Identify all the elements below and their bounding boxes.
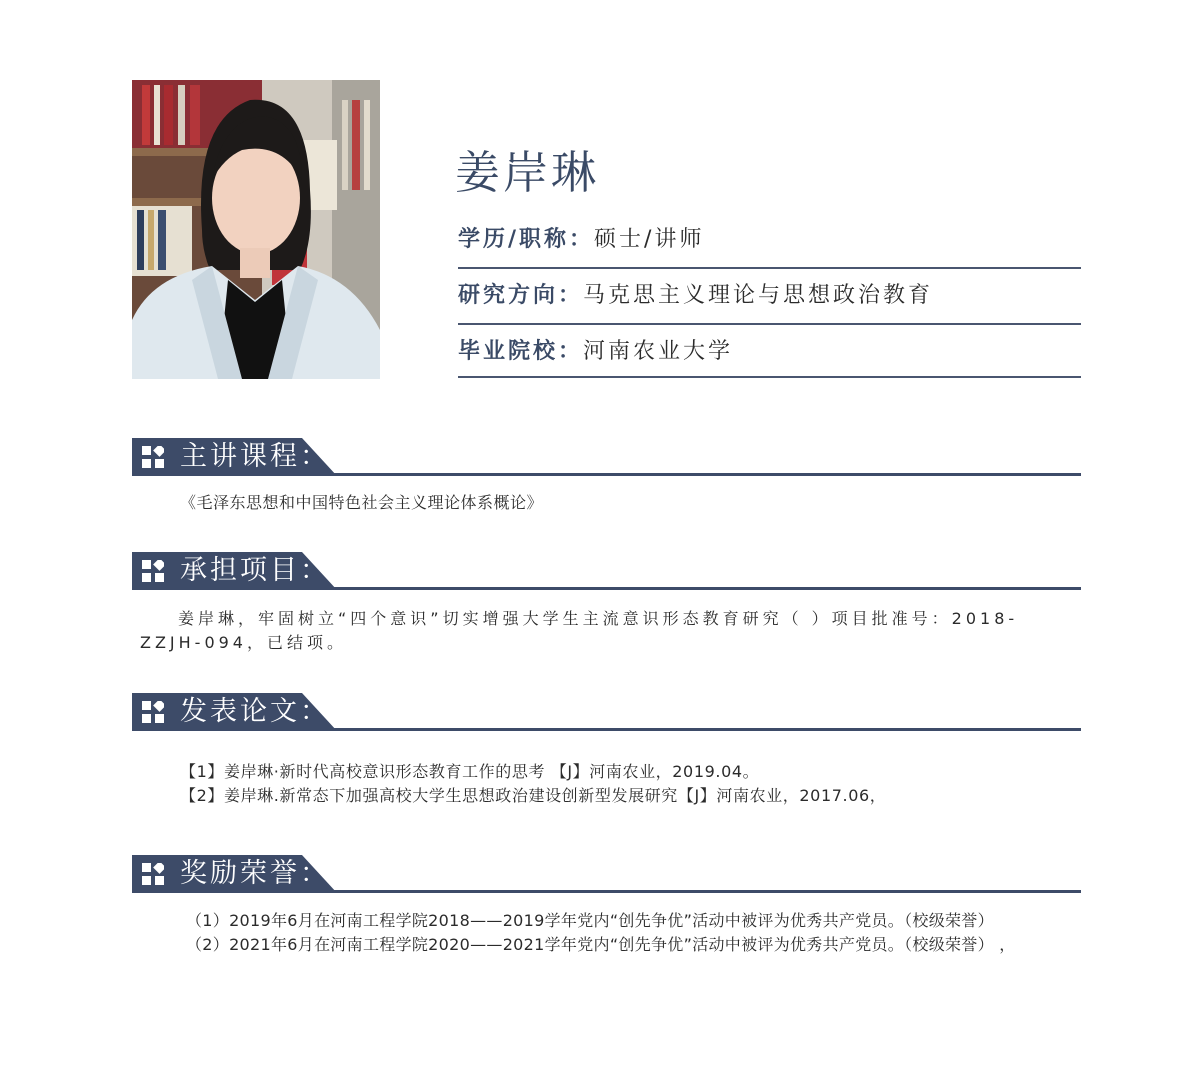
grid-icon <box>142 701 164 723</box>
project-text: 姜岸琳，牢固树立“四个意识”切实增强大学生主流意识形态教育研究（ ）项目批准号：2018-ZZJH-094，已结项。 <box>140 609 1019 652</box>
info-value: 河南农业大学 <box>583 339 734 364</box>
section-header-projects <box>132 552 1081 590</box>
info-value: 马克思主义理论与思想政治教育 <box>583 283 934 308</box>
section-title: 奖励荣誉： <box>180 858 330 889</box>
paper-list <box>180 760 886 808</box>
section-header-papers <box>132 693 1081 731</box>
info-row-school <box>458 334 1081 378</box>
section-header-courses <box>132 438 1081 476</box>
info-row-research <box>458 278 1081 325</box>
grid-icon <box>142 863 164 885</box>
award-list <box>140 909 1082 957</box>
section-divider <box>332 587 1081 590</box>
info-label: 毕业院校： <box>458 339 584 364</box>
section-title: 承担项目： <box>180 555 330 586</box>
section-title: 主讲课程： <box>180 441 330 472</box>
award-item: （2）2021年6月在河南工程学院2020——2021学年党内“创先争优”活动中被评为优秀共产党员。（校级荣誉） ， <box>186 935 1016 954</box>
section-divider <box>332 890 1081 893</box>
section-header-awards <box>132 855 1081 893</box>
paper-item: 【2】姜岸琳.新常态下加强高校大学生思想政治建设创新型发展研究【J】河南农业，2017.06， <box>180 786 887 805</box>
paper-item: 【1】姜岸琳·新时代高校意识形态教育工作的思考 【J】河南农业，2019.04。 <box>180 762 760 781</box>
course-text: 《毛泽东思想和中国特色社会主义理论体系概论》 <box>180 493 544 512</box>
info-row-education <box>458 222 1081 269</box>
grid-icon <box>142 560 164 582</box>
grid-icon <box>142 446 164 468</box>
profile-photo <box>132 80 380 379</box>
info-label: 研究方向： <box>458 283 584 308</box>
person-name: 姜岸琳 <box>455 146 600 199</box>
section-divider <box>332 473 1081 476</box>
info-value: 硕士/讲师 <box>594 227 705 252</box>
award-item: （1）2019年6月在河南工程学院2018——2019学年党内“创先争优”活动中被评为优秀共产党员。（校级荣誉） <box>186 911 994 930</box>
info-label: 学历/职称： <box>458 227 595 252</box>
section-title: 发表论文： <box>180 696 330 727</box>
section-divider <box>332 728 1081 731</box>
